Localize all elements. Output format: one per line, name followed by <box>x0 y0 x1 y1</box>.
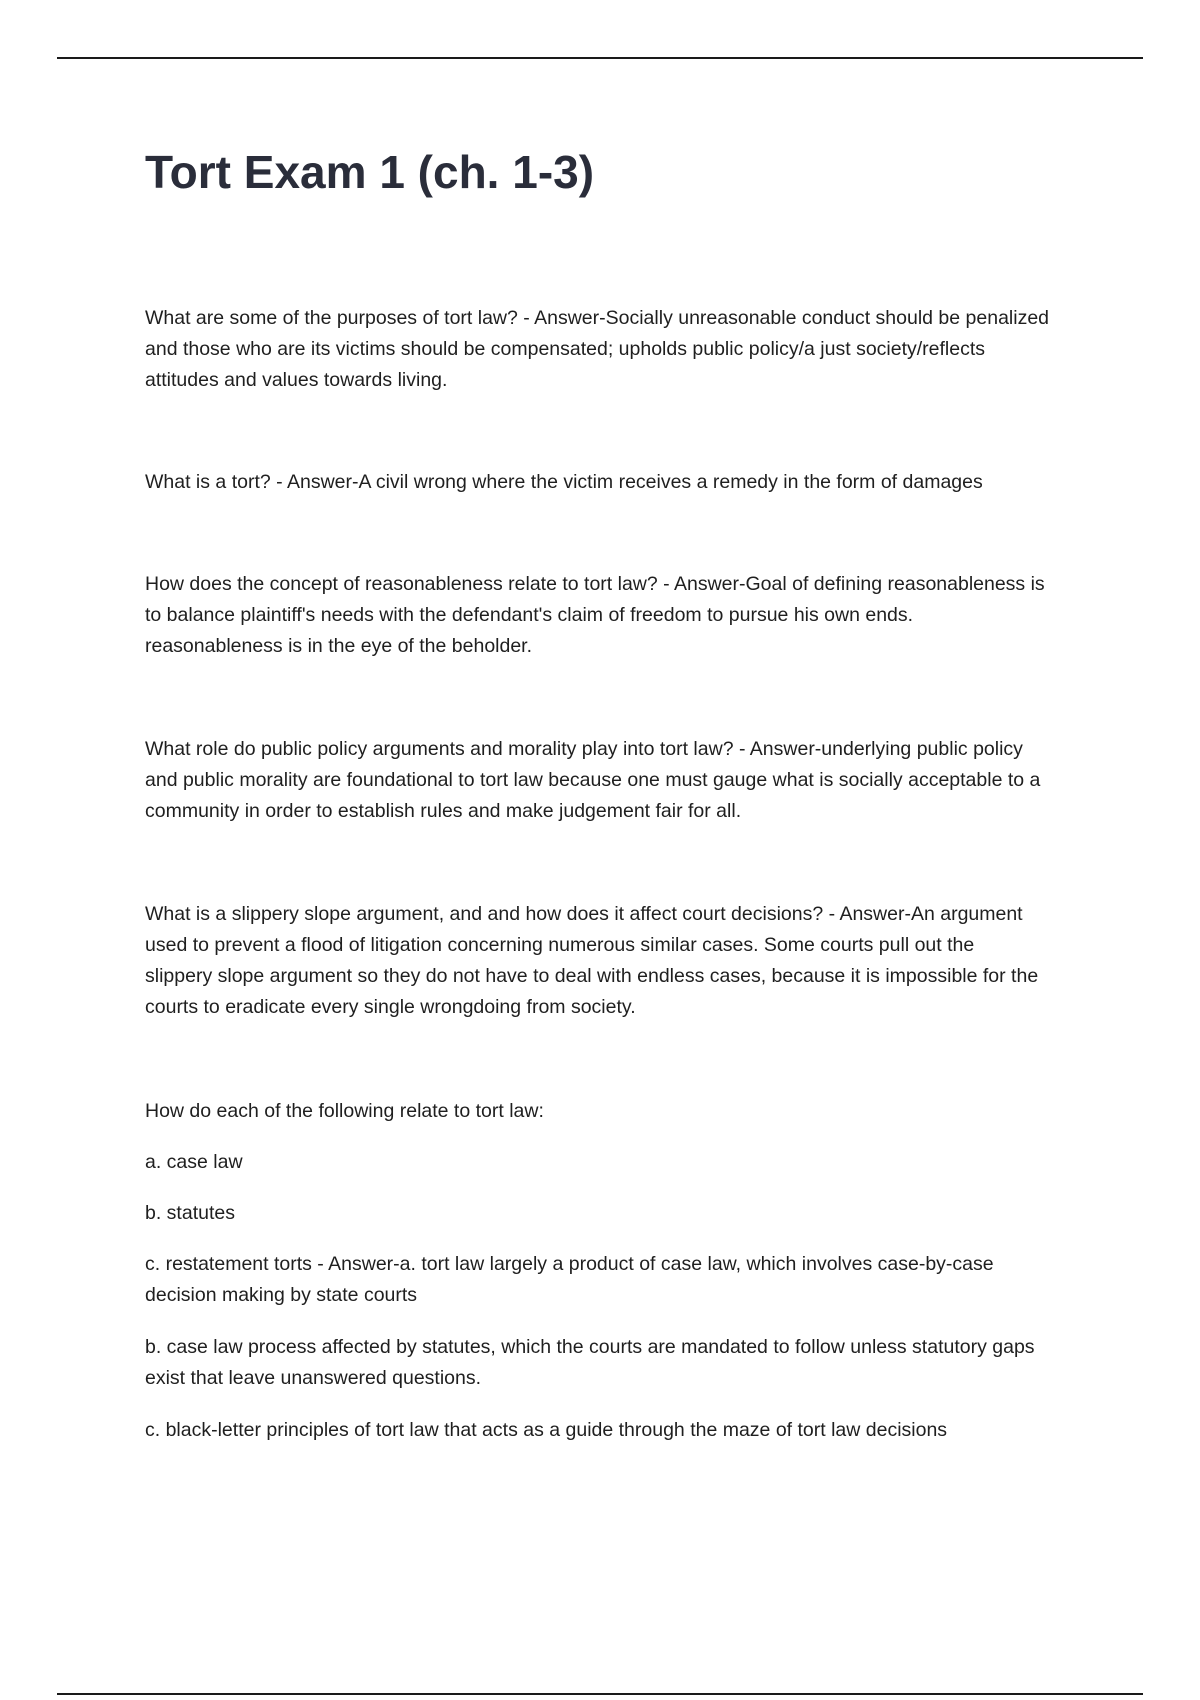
qa-entry-tort-definition <box>145 467 1095 498</box>
text-line: community in order to establish rules and make judgement fair for all. <box>145 800 742 822</box>
text-line: and public morality are foundational to tort law because one must gauge what is socially acceptable to a <box>145 769 1041 791</box>
option-a: a. case law <box>145 1151 243 1173</box>
text-line: c. restatement torts - Answer-a. tort law largely a product of case law, which involves case-by-case <box>145 1253 994 1275</box>
qa-entry-reasonableness <box>145 569 1095 662</box>
text-line: b. case law process affected by statutes, which the courts are mandated to follow unless statutory gaps <box>145 1336 1035 1358</box>
header-rule <box>57 57 1143 59</box>
text-line: What are some of the purposes of tort law? - Answer-Socially unreasonable conduct should be penalized <box>145 307 1050 329</box>
text-line: decision making by state courts <box>145 1284 418 1306</box>
text-line: reasonableness is in the eye of the beholder. <box>145 635 533 657</box>
option-c-answer <box>145 1249 1095 1311</box>
document-title: Tort Exam 1 (ch. 1-3) <box>145 146 595 198</box>
text-line: What is a tort? - Answer-A civil wrong where the victim receives a remedy in the form of damages <box>145 471 983 493</box>
text-line: What is a slippery slope argument, and and how does it affect court decisions? - Answer-An argument <box>145 903 1023 925</box>
option-b: b. statutes <box>145 1202 235 1224</box>
text-line: and those who are its victims should be compensated; upholds public policy/a just society/reflects <box>145 338 986 360</box>
qa-entry-slippery-slope <box>145 899 1095 1023</box>
text-line: to balance plaintiff's needs with the defendant's claim of freedom to pursue his own ends. <box>145 604 914 626</box>
answer-c: c. black-letter principles of tort law that acts as a guide through the maze of tort law decisions <box>145 1419 948 1441</box>
text-line: What role do public policy arguments and morality play into tort law? - Answer-underlying public policy <box>145 738 1023 760</box>
text-line: How does the concept of reasonableness relate to tort law? - Answer-Goal of defining reasonableness is <box>145 573 1045 595</box>
text-line: slippery slope argument so they do not have to deal with endless cases, because it is impossible for the <box>145 965 1039 987</box>
footer-rule <box>57 1693 1143 1695</box>
answer-b <box>145 1332 1095 1394</box>
qa-entry-public-policy <box>145 734 1095 827</box>
text-line: courts to eradicate every single wrongdoing from society. <box>145 996 636 1018</box>
qa-entry-purposes <box>145 303 1095 396</box>
text-line: used to prevent a flood of litigation concerning numerous similar cases. Some courts pull out the <box>145 934 975 956</box>
text-line: attitudes and values towards living. <box>145 369 448 391</box>
question-intro: How do each of the following relate to tort law: <box>145 1100 544 1122</box>
text-line: exist that leave unanswered questions. <box>145 1367 482 1389</box>
